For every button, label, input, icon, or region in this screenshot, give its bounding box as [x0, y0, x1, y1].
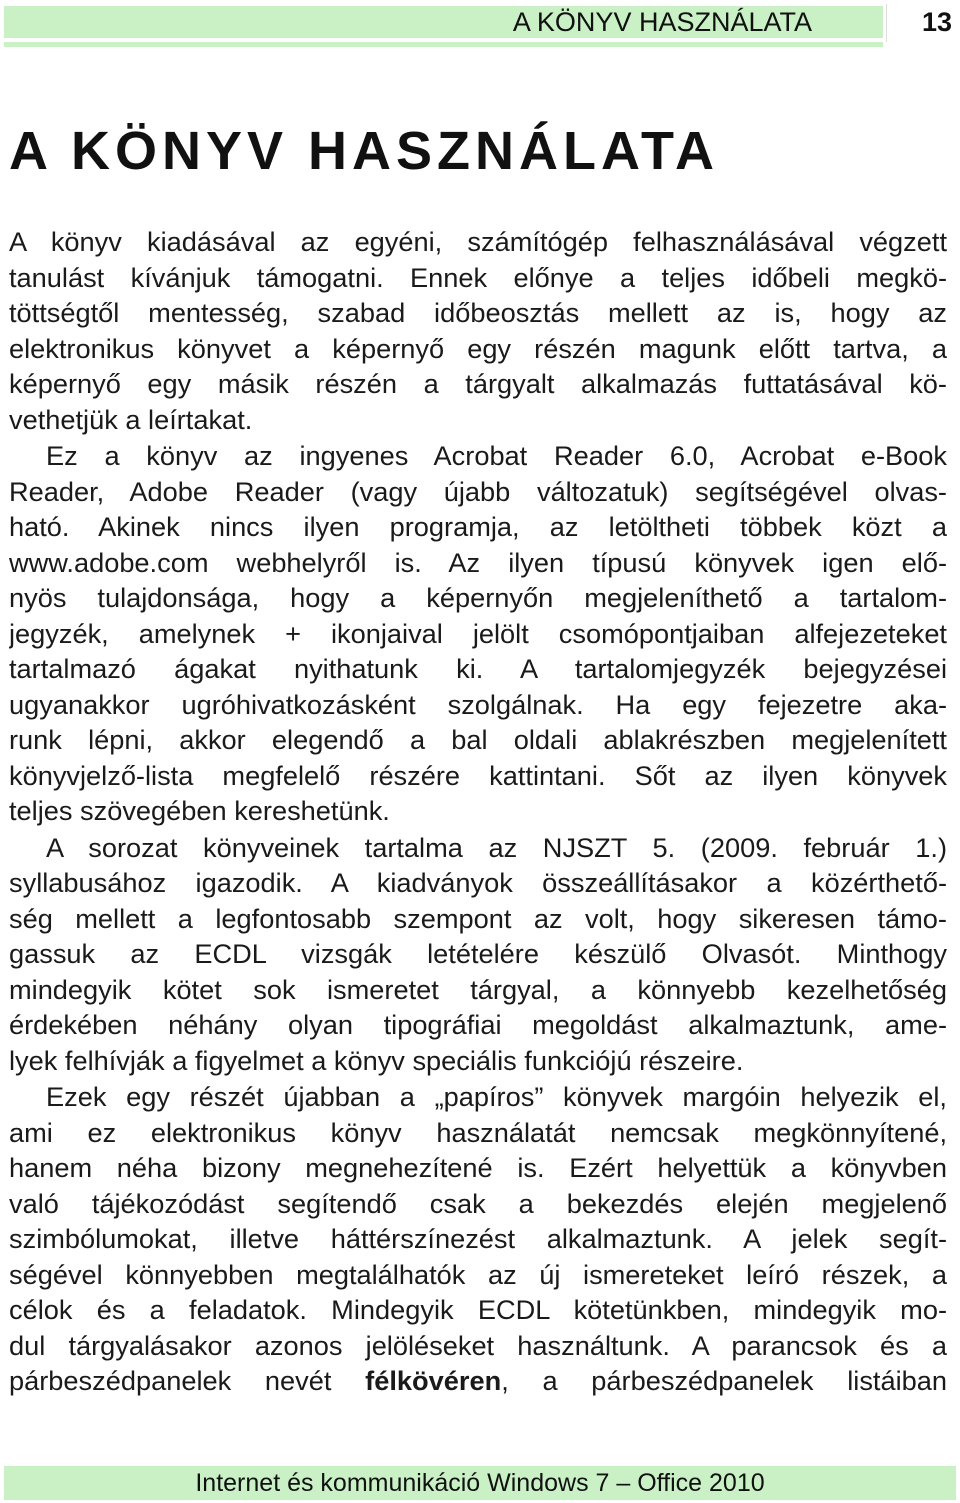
text-line: képernyő egy másik részén a tárgyalt alkalmazás futtatásával kö-: [9, 368, 947, 399]
text-line: A sorozat könyveinek tartalma az NJSZT 5. (2009. február 1.): [46, 831, 947, 863]
paragraph-3: [9, 830, 947, 1079]
text-line: nyös tulajdonsága, hogy a képernyőn megjeleníthető a tartalom-: [9, 582, 947, 613]
paragraph-4: [9, 1079, 947, 1399]
text-line: célok és a feladatok. Mindegyik ECDL kötetünkben, mindegyik mo-: [9, 1294, 947, 1325]
text-line: www.adobe.com webhelyről is. Az ilyen típusú könyvek igen elő-: [9, 546, 947, 578]
chapter-title: A KÖNYV HASZNÁLATA: [9, 121, 719, 181]
text-line: ható. Akinek nincs ilyen programja, az letöltheti többek közt a: [9, 511, 947, 542]
text-line: teljes szövegében kereshetünk.: [9, 795, 390, 826]
text-line: Ezek egy részét újabban a „papíros” könyvek margóin helyezik el,: [46, 1081, 947, 1112]
text-line: A könyv kiadásával az egyéni, számítógép felhasználásával végzett: [9, 226, 947, 257]
last-line-after: , a párbeszédpanelek listáiban: [501, 1365, 947, 1396]
text-line: tanulást kívánjuk támogatni. Ennek előnye a teljes időbeli megkö-: [9, 261, 947, 293]
text-line: könyvjelző-lista megfelelő részére kattintani. Sőt az ilyen könyvek: [9, 759, 947, 791]
text-line: syllabusához igazodik. A kiadványok összeállításakor a közérthető-: [9, 867, 947, 898]
text-line: dul tárgyalásakor azonos jelöléseket használtunk. A parancsok és a: [9, 1329, 947, 1361]
last-line-before: párbeszédpanelek nevét: [9, 1365, 366, 1396]
text-line: elektronikus könyvet a képernyő egy részén magunk előtt tartva, a: [9, 332, 947, 364]
text-line: jegyzék, amelynek + ikonjaival jelölt csomópontjaiban alfejezeteket: [9, 617, 947, 649]
page-number: 13: [921, 7, 952, 37]
paragraph-1: [9, 224, 947, 437]
bold-term: félkövéren: [365, 1365, 502, 1396]
running-header-title: A KÖNYV HASZNÁLATA: [512, 7, 812, 37]
text-line: ami ez elektronikus könyv használatát nemcsak megkönnyítené,: [9, 1116, 947, 1148]
paragraph-2: [9, 438, 947, 829]
text-line: érdekében néhány olyan tipográfiai megoldást alkalmaztunk, ame-: [9, 1009, 947, 1040]
text-line: runk lépni, akkor elegendő a bal oldali ablakrészben megjelenített: [9, 724, 947, 755]
text-line: tartalmazó ágakat nyithatunk ki. A tartalomjegyzék bejegyzései: [9, 653, 947, 684]
body-text: [9, 224, 947, 1399]
text-line: lyek felhívják a figyelmet a könyv speciális funkciójú részeire.: [9, 1044, 744, 1076]
text-line: Ez a könyv az ingyenes Acrobat Reader 6.0, Acrobat e-Book: [46, 440, 947, 471]
text-line: ugyanakkor ugróhivatkozásként szolgálnak. Ha egy fejezetre aka-: [9, 688, 947, 720]
text-line: ségével könnyebben megtalálhatók az új ismereteket leíró részek, a: [9, 1258, 947, 1290]
text-line: szimbólumokat, illetve háttérszínezést alkalmaztunk. A jelek segít-: [9, 1223, 947, 1254]
text-line: Reader, Adobe Reader (vagy újabb változatuk) segítségével olvas-: [9, 475, 947, 507]
text-line: töttségtől mentesség, szabad időbeosztás mellett az is, hogy az: [9, 297, 947, 328]
text-line-last: [9, 1363, 947, 1399]
text-line: való tájékozódást segítendő csak a bekezdés elején megjelenő: [9, 1187, 947, 1219]
text-line: ség mellett a legfontosabb szempont az volt, hogy sikeresen támo-: [9, 902, 947, 934]
text-line: vethetjük a leírtakat.: [9, 403, 253, 435]
text-line: hanem néha bizony megnehezítené is. Ezért helyettük a könyvben: [9, 1152, 947, 1183]
running-footer: Internet és kommunikáció Windows 7 – Office 2010: [195, 1469, 765, 1497]
text-line: gassuk az ECDL vizsgák letételére készülő Olvasót. Minthogy: [9, 938, 947, 969]
text-line: mindegyik kötet sok ismeretet tárgyal, a könnyebb kezelhetőség: [9, 973, 947, 1005]
header-rule: [4, 42, 883, 47]
